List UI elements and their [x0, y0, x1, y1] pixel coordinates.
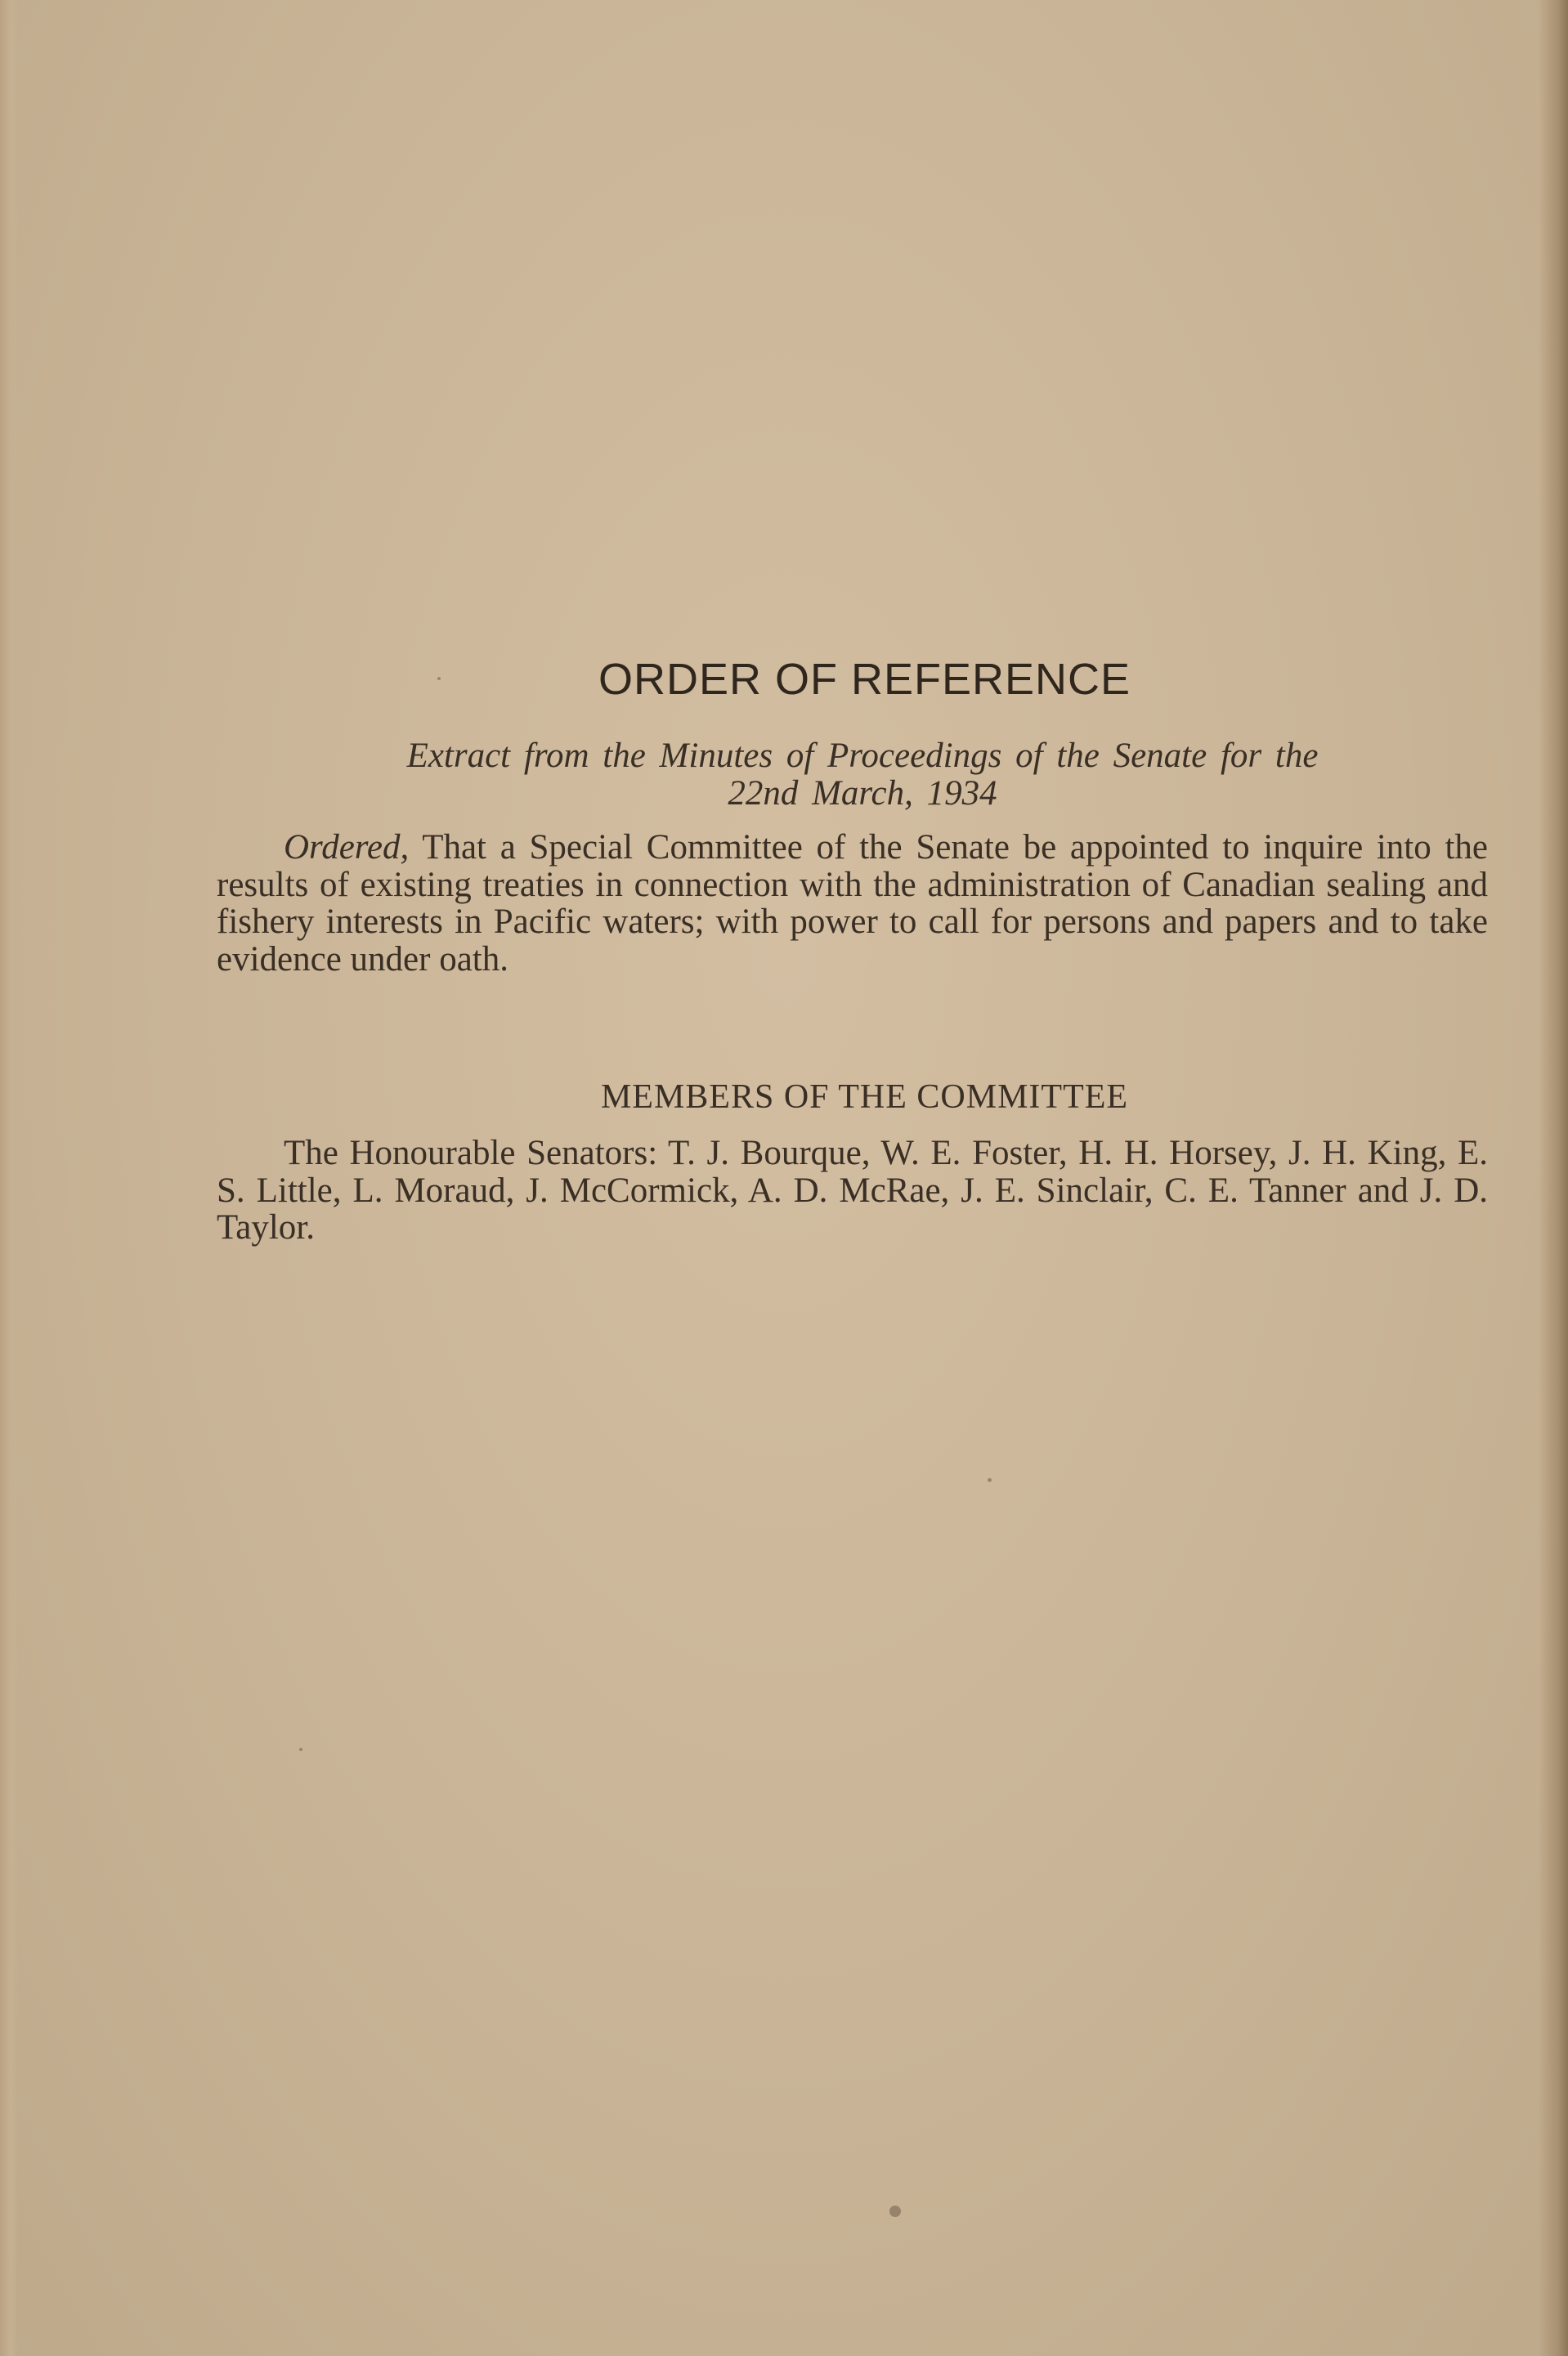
members-paragraph: The Honourable Senators: T. J. Bourque, W. E. Foster, H. H. Horsey, J. H. King, E. S. Little, L. Moraud, J. McCormick, A. D. McRae, J. E. Sinclair, C. E. Tanner and J. D. Taylor.: [217, 1134, 1488, 1247]
page-left-edge: [0, 0, 18, 2356]
members-heading: MEMBERS OF THE COMMITTEE: [600, 1078, 1129, 1116]
extract-line-2: 22nd March, 1934: [728, 774, 997, 813]
order-of-reference-title: ORDER OF REFERENCE: [598, 655, 1131, 704]
paper-speck: [889, 2206, 901, 2217]
document-content: [217, 654, 1488, 1282]
paper-speck: [988, 1478, 992, 1482]
order-body: That a Special Committee of the Senate be appointed to inquire into the results of existing treaties in connection with the administration of Canadian sealing and fishery interests in Pacific waters; with power to call for persons and papers and to take evidence under oath.: [217, 828, 1488, 979]
order-paragraph: [217, 829, 1488, 978]
paper-speck: [299, 1748, 302, 1751]
page-right-edge: [1539, 0, 1568, 2356]
ordered-lead: Ordered,: [284, 828, 410, 867]
extract-caption: [217, 737, 1488, 813]
extract-line-1: Extract from the Minutes of Proceedings of the Senate for the: [406, 737, 1319, 775]
